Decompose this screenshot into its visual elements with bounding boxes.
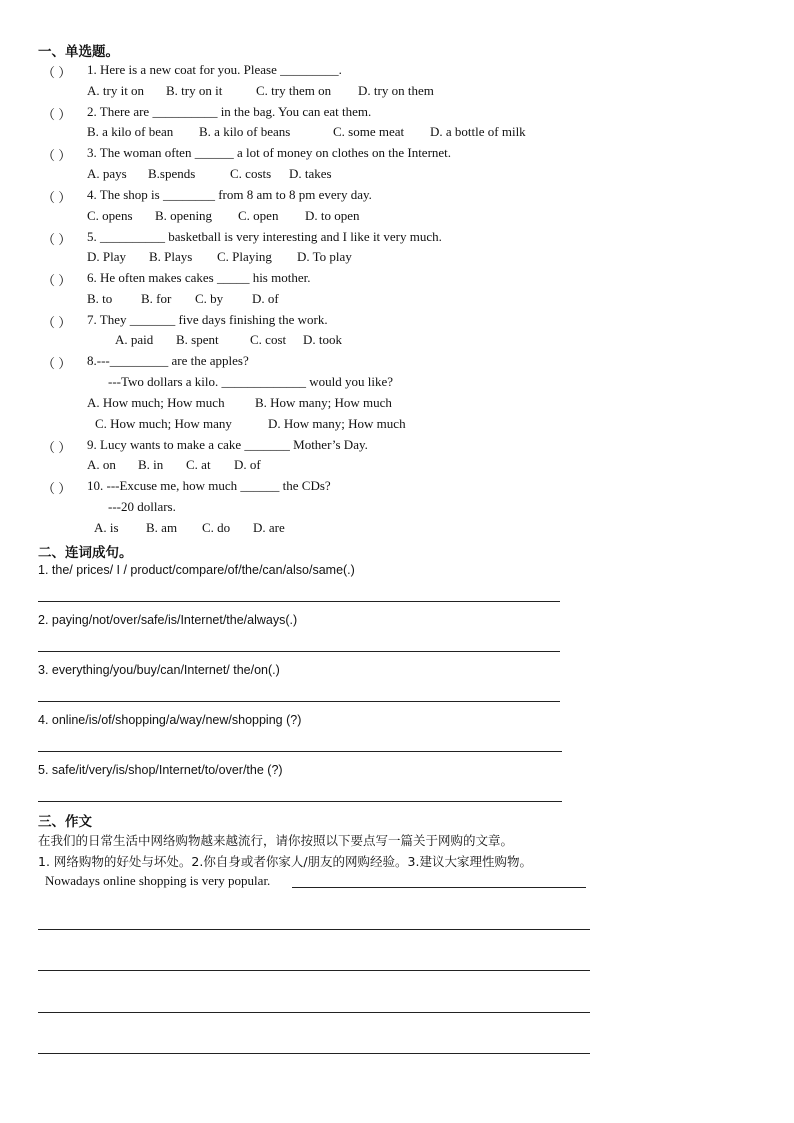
option: C. cost bbox=[250, 332, 287, 347]
answer-paren[interactable]: （ ） bbox=[42, 65, 72, 80]
option: A. try it on bbox=[87, 83, 145, 98]
option: B. to bbox=[87, 291, 113, 306]
answer-line[interactable] bbox=[38, 601, 560, 602]
option: D. of bbox=[234, 457, 261, 472]
reorder-prompt: 3. everything/you/buy/can/Internet/ the/on(.) bbox=[38, 663, 280, 677]
question-stem: 8.---_________ are the apples? bbox=[87, 353, 249, 368]
question-stem: 1. Here is a new coat for you. Please _________. bbox=[87, 62, 342, 77]
option: C. some meat bbox=[333, 124, 405, 139]
option: A. on bbox=[87, 457, 116, 472]
option: D. Play bbox=[87, 249, 126, 264]
option: A. is bbox=[94, 520, 119, 535]
section2-heading: 二、连词成句。 bbox=[38, 545, 133, 561]
option: B. opening bbox=[155, 208, 213, 223]
option: C. Playing bbox=[217, 249, 272, 264]
option: D. How many; How much bbox=[268, 416, 406, 431]
question-stem: 10. ---Excuse me, how much ______ the CDs? bbox=[87, 478, 331, 493]
answer-line[interactable] bbox=[38, 1053, 590, 1054]
option: D. takes bbox=[289, 166, 332, 181]
answer-paren[interactable]: （ ） bbox=[42, 356, 72, 371]
option: C. try them on bbox=[256, 83, 332, 98]
option: B. in bbox=[138, 457, 164, 472]
option: C. costs bbox=[230, 166, 272, 181]
answer-line[interactable] bbox=[38, 751, 562, 752]
answer-paren[interactable]: （ ） bbox=[42, 273, 72, 288]
option: B. try on it bbox=[166, 83, 223, 98]
reorder-prompt: 2. paying/not/over/safe/is/Internet/the/always(.) bbox=[38, 613, 298, 627]
answer-paren[interactable]: （ ） bbox=[42, 107, 72, 122]
answer-paren[interactable]: （ ） bbox=[42, 232, 72, 247]
question-line2: ---20 dollars. bbox=[108, 499, 176, 514]
option: B. How many; How much bbox=[255, 395, 392, 410]
answer-line[interactable] bbox=[38, 651, 560, 652]
answer-paren[interactable]: （ ） bbox=[42, 440, 72, 455]
question-stem: 6. He often makes cakes _____ his mother. bbox=[87, 270, 311, 285]
question-stem: 5. __________ basketball is very interesting and I like it very much. bbox=[87, 229, 442, 244]
essay-starter: Nowadays online shopping is very popular. bbox=[45, 873, 271, 888]
reorder-prompt: 1. the/ prices/ I / product/compare/of/the/can/also/same(.) bbox=[38, 563, 355, 577]
reorder-prompt: 5. safe/it/very/is/shop/Internet/to/over/the (?) bbox=[38, 763, 283, 777]
option: A. paid bbox=[115, 332, 154, 347]
question-stem: 4. The shop is ________ from 8 am to 8 pm every day. bbox=[87, 187, 372, 202]
section1-heading: 一、单选题。 bbox=[38, 44, 119, 60]
answer-paren[interactable]: （ ） bbox=[42, 481, 72, 496]
option: B. for bbox=[141, 291, 172, 306]
answer-line[interactable] bbox=[38, 929, 590, 930]
answer-line[interactable] bbox=[38, 1012, 590, 1013]
option: D. To play bbox=[297, 249, 352, 264]
answer-paren[interactable]: （ ） bbox=[42, 190, 72, 205]
option: B.spends bbox=[148, 166, 196, 181]
answer-line[interactable] bbox=[292, 887, 586, 888]
option: B. spent bbox=[176, 332, 219, 347]
option: D. try on them bbox=[358, 83, 434, 98]
answer-paren[interactable]: （ ） bbox=[42, 315, 72, 330]
reorder-prompt: 4. online/is/of/shopping/a/way/new/shopping (?) bbox=[38, 713, 302, 727]
option: B. a kilo of bean bbox=[87, 124, 174, 139]
option: C. do bbox=[202, 520, 231, 535]
option: C. open bbox=[238, 208, 279, 223]
option: B. Plays bbox=[149, 249, 193, 264]
option: C. at bbox=[186, 457, 211, 472]
option: A. pays bbox=[87, 166, 127, 181]
essay-points: 1. 网络购物的好处与坏处。2.你自身或者你家人/朋友的网购经验。3.建议大家理性购物。 bbox=[38, 854, 532, 869]
question-line2: ---Two dollars a kilo. _____________ would you like? bbox=[108, 374, 394, 389]
answer-paren[interactable]: （ ） bbox=[42, 148, 72, 163]
option: C. opens bbox=[87, 208, 133, 223]
section3-heading: 三、作文 bbox=[38, 814, 92, 830]
option: C. How much; How many bbox=[95, 416, 232, 431]
option: D. took bbox=[303, 332, 342, 347]
option: B. am bbox=[146, 520, 178, 535]
option: D. to open bbox=[305, 208, 360, 223]
option: D. of bbox=[252, 291, 279, 306]
option: A. How much; How much bbox=[87, 395, 225, 410]
question-stem: 3. The woman often ______ a lot of money on clothes on the Internet. bbox=[87, 145, 452, 160]
option: D. are bbox=[253, 520, 285, 535]
answer-line[interactable] bbox=[38, 970, 590, 971]
question-stem: 7. They _______ five days finishing the work. bbox=[87, 312, 328, 327]
option: C. by bbox=[195, 291, 224, 306]
essay-instructions: 在我们的日常生活中网络购物越来越流行，请你按照以下要点写一篇关于网购的文章。 bbox=[38, 833, 514, 848]
question-stem: 2. There are __________ in the bag. You can eat them. bbox=[87, 104, 372, 119]
option: D. a bottle of milk bbox=[430, 124, 526, 139]
answer-line[interactable] bbox=[38, 801, 562, 802]
answer-line[interactable] bbox=[38, 701, 560, 702]
option: B. a kilo of beans bbox=[199, 124, 291, 139]
question-stem: 9. Lucy wants to make a cake _______ Mother’s Day. bbox=[87, 437, 368, 452]
